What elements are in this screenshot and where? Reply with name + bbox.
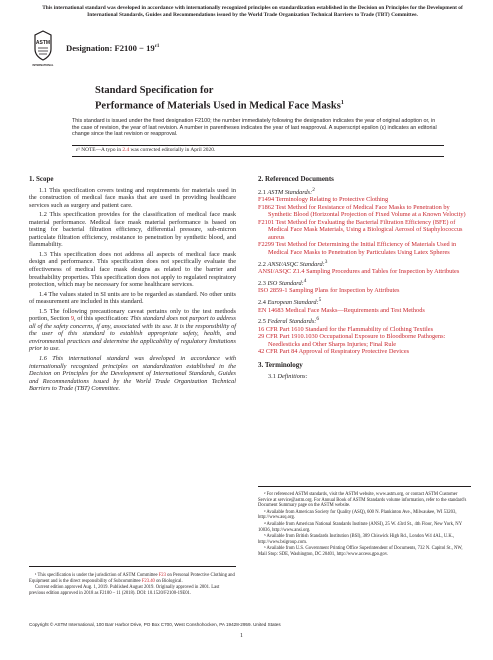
edition-note: Current edition approved Aug. 1, 2019. Published August 2019. Originally approved in 2001. Last previous edition approved in 2018 as F2100 – 11 (2018). DOI: 10.1520/F2100-19E01. (29, 585, 220, 596)
euro-section-number: 2.4 (258, 299, 268, 307)
designation (66, 43, 159, 53)
terminology-heading: 3. Terminology (258, 360, 303, 369)
astm-section-number: 2.1 (258, 188, 268, 196)
scope-paragraph: 1.4 The values stated in SI units are to be regarded as standard. No other units of measurement are included in this standard. (29, 290, 236, 306)
astm-reference-title[interactable]: Terminology Relating to Protective Clothing (274, 196, 389, 204)
fed-footnote-mark: 6 (316, 316, 319, 323)
fed-section-number: 2.5 (258, 318, 268, 326)
cfr-reference[interactable]: 42 CFR Part 84 Approval of Respiratory Protective Devices (258, 348, 410, 356)
issued-note: This standard is issued under the fixed designation F2100; the number immediately following the designation indicates the year of original adoption or, in the case of revision, the year of last revision. A number in parentheses indicates the year of last reapproval. A superscript epsilon (ε) indicates an editorial change since the last revision or reapproval. (72, 118, 437, 138)
ansi-section-number: 2.2 (258, 260, 268, 268)
european-standard-title: European Standard: (267, 299, 319, 307)
scope-p5-start: 1.5 The following precautionary caveat pertains only to the test methods portion, Section (29, 307, 236, 323)
astm-footnote-mark: 2 (312, 186, 315, 193)
title-block (95, 84, 435, 113)
definitions-label (258, 373, 471, 381)
european-standard-label (258, 297, 471, 307)
subcommittee-link[interactable]: F23.40 (141, 578, 155, 584)
footnote-3: ³ Available from American Society for Quality (ASQ), 600 N. Plankinton Ave., Milwaukee, WI 53203, http://www.asq.org. (258, 509, 457, 521)
astm-reference[interactable] (258, 196, 471, 204)
astm-logo-icon (32, 30, 54, 68)
footnote-4: ⁴ Available from American National Standards Institute (ANSI), 25 W. 43rd St., 4th Floor, New York, NY 10036, http://www.ansi.org. (258, 521, 462, 533)
astm-reference-title[interactable]: Test Method for Determining the Initial Efficiency of Materials Used in Medical Face Masks to Penetration by Particulates Using Latex Spheres (268, 241, 457, 257)
iso-reference[interactable]: ISO 2859-1 Sampling Plans for Inspection by Attributes (258, 287, 400, 295)
astm-reference-code[interactable]: F2101 (258, 218, 275, 226)
footnote-6: ⁶ Available from U.S. Government Printing Office Superintendent of Documents, 732 N. Capitol St., NW, Mail Stop: SDE, Washington, DC 20401, http://www.access.gpo.gov. (258, 546, 463, 557)
epsilon-note-prefix: ε¹ NOTE—A typo in (76, 147, 123, 153)
euro-footnote-mark: 5 (318, 296, 322, 303)
scope-heading: 1. Scope (29, 175, 54, 183)
astm-reference[interactable] (258, 241, 471, 256)
definitions-title: Definitions: (277, 372, 308, 380)
copyright: Copyright © ASTM International, 100 Barr Harbor Drive, PO Box C700, West Conshohocken, PA 19428-2959. United States (29, 622, 281, 627)
designation-superscript: ε1 (154, 44, 160, 50)
committee-f23-link[interactable]: F23 (158, 573, 166, 578)
footnote-1-mid: on Personal Protective Clothing and Equipment and is the direct responsibility of Subcommittee (29, 573, 235, 584)
ansi-standard-label (258, 259, 471, 269)
astm-reference-list (258, 196, 471, 256)
left-column (29, 176, 236, 395)
astm-reference-code[interactable]: F1494 (258, 196, 275, 204)
footnote-5: ⁵ Available from British Standards Institution (BSI), 389 Chiswick High Rd., London W4 4AL, U.K., http://www.bsigroup.com. (258, 534, 455, 545)
tbt-notice: This international standard was developed in accordance with internationally recognized principles on standardization established in the Decision on Principles for the Development of International Standards, Guides and Recommendations issued by the World Trade Organization Technical Barriers to Trade (TBT) Committee. (42, 5, 463, 18)
svg-text:INTERNATIONAL: INTERNATIONAL (32, 64, 54, 67)
scope-p5-mid: , of this specification: (74, 315, 131, 323)
ansi-reference[interactable]: ANSI/ASQC Z1.4 Sampling Procedures and Tables for Inspection by Attributes (258, 268, 460, 276)
title-footnote-mark: 1 (340, 100, 344, 106)
federal-standards-label (258, 316, 471, 326)
right-footnotes (258, 486, 471, 559)
footnote-2: ² For referenced ASTM standards, visit the ASTM website, www.astm.org, or contact ASTM Customer Service at service@astm.org. For Annual Book of ASTM Standards volume information, refer to the standard's Document Summary page on the ASTM website. (258, 492, 467, 509)
astm-reference-title[interactable]: Test Method for Evaluating the Bacterial Filtration Efficiency (BFE) of Medical Face Mask Materials, Using a Biological Aerosol of Staphylococcus aureus (268, 218, 463, 241)
epsilon-note (72, 145, 444, 157)
ansi-standard-title: ANSI/ASQC Standard: (267, 260, 325, 268)
astm-standards-title: ASTM Standards: (267, 188, 313, 196)
footnote-1-end: on Biological. (154, 578, 183, 584)
epsilon-note-link[interactable]: 2.4 (122, 147, 130, 153)
astm-reference-code[interactable]: F2299 (258, 241, 275, 249)
standard-type: Standard Specification for (95, 85, 214, 96)
astm-reference[interactable] (258, 219, 471, 242)
cfr-reference[interactable]: 16 CFR Part 1610 Standard for the Flammability of Clothing Textiles (258, 325, 434, 333)
right-column (258, 176, 471, 380)
iso-standard-label (258, 278, 471, 288)
scope-paragraph: 1.6 This international standard was developed in accordance with internationally recognized principles on standardization established in the Decision on Principles for the Development of International Standards, Guides and Recommendations issued by the World Trade Organization Technical Barriers to Trade (TBT) Committee. (29, 355, 236, 393)
footnote-1 (29, 573, 236, 584)
astm-reference[interactable] (258, 204, 471, 219)
standard-title-text: Performance of Materials Used in Medical Face Masks (95, 100, 341, 112)
iso-footnote-mark: 4 (303, 277, 307, 284)
iso-section-number: 2.3 (258, 279, 268, 287)
iso-standard-title: ISO Standard: (267, 279, 304, 287)
references-heading: 2. Referenced Documents (258, 175, 334, 183)
astm-reference-title[interactable]: Test Method for Resistance of Medical Face Masks to Penetration by Synthetic Blood (Horizontal Projection of Fixed Volume at a Known Velocity) (268, 203, 466, 219)
left-footnotes (29, 566, 236, 597)
cfr-reference[interactable]: 29 CFR Part 1910.1030 Occupational Exposure to Bloodborne Pathogens: Needlesticks and Other Sharps Injuries; Final Rule (258, 333, 446, 348)
safety-caveat: This standard does not purport to address all of the safety concerns, if any, associated with its use. It is the responsibility of the user of this standard to establish appropriate safety, health, and environmental practices and determine the applicability of regulatory limitations prior to use. (29, 315, 236, 353)
scope-paragraph: 1.2 This specification provides for the classification of medical face mask material performance. Medical face mask material performance is based on testing for bacterial filtration efficiency, differential pressure, sub-micron particulate filtration efficiency, resistance to penetration by synthetic blood, and flammability. (29, 211, 236, 249)
standard-title (95, 97, 435, 113)
svg-text:ASTM: ASTM (35, 40, 51, 46)
scope-paragraph: 1.3 This specification does not address all aspects of medical face mask design and performance. This specification does not specifically evaluate the effectiveness of medical face mask designs as related to the barrier and breathability properties. This specification does not apply to regulated respiratory protection, which may be necessary for some healthcare services. (29, 250, 236, 289)
astm-standards-label (258, 187, 471, 197)
astm-reference-code[interactable]: F1862 (258, 203, 275, 211)
scope-paragraph: 1.1 This specification covers testing and requirements for materials used in the construction of medical face masks that are used in providing healthcare services such as surgery and patient care. (29, 186, 236, 209)
footnote-1-start: ¹ This specification is under the jurisdiction of ASTM Committee (35, 573, 159, 578)
definitions-number: 3.1 (268, 372, 278, 380)
designation-text: Designation: F2100 − 19 (66, 43, 155, 53)
scope-paragraph (29, 308, 236, 353)
en-reference[interactable]: EN 14683 Medical Face Masks—Requirements and Test Methods (258, 306, 425, 314)
ansi-footnote-mark: 3 (324, 258, 328, 265)
epsilon-note-suffix: was corrected editorially in April 2020. (129, 147, 216, 153)
federal-standards-title: Federal Standards: (267, 318, 317, 326)
section-9-link[interactable]: 9 (70, 315, 75, 323)
page-number: 1 (240, 633, 243, 639)
